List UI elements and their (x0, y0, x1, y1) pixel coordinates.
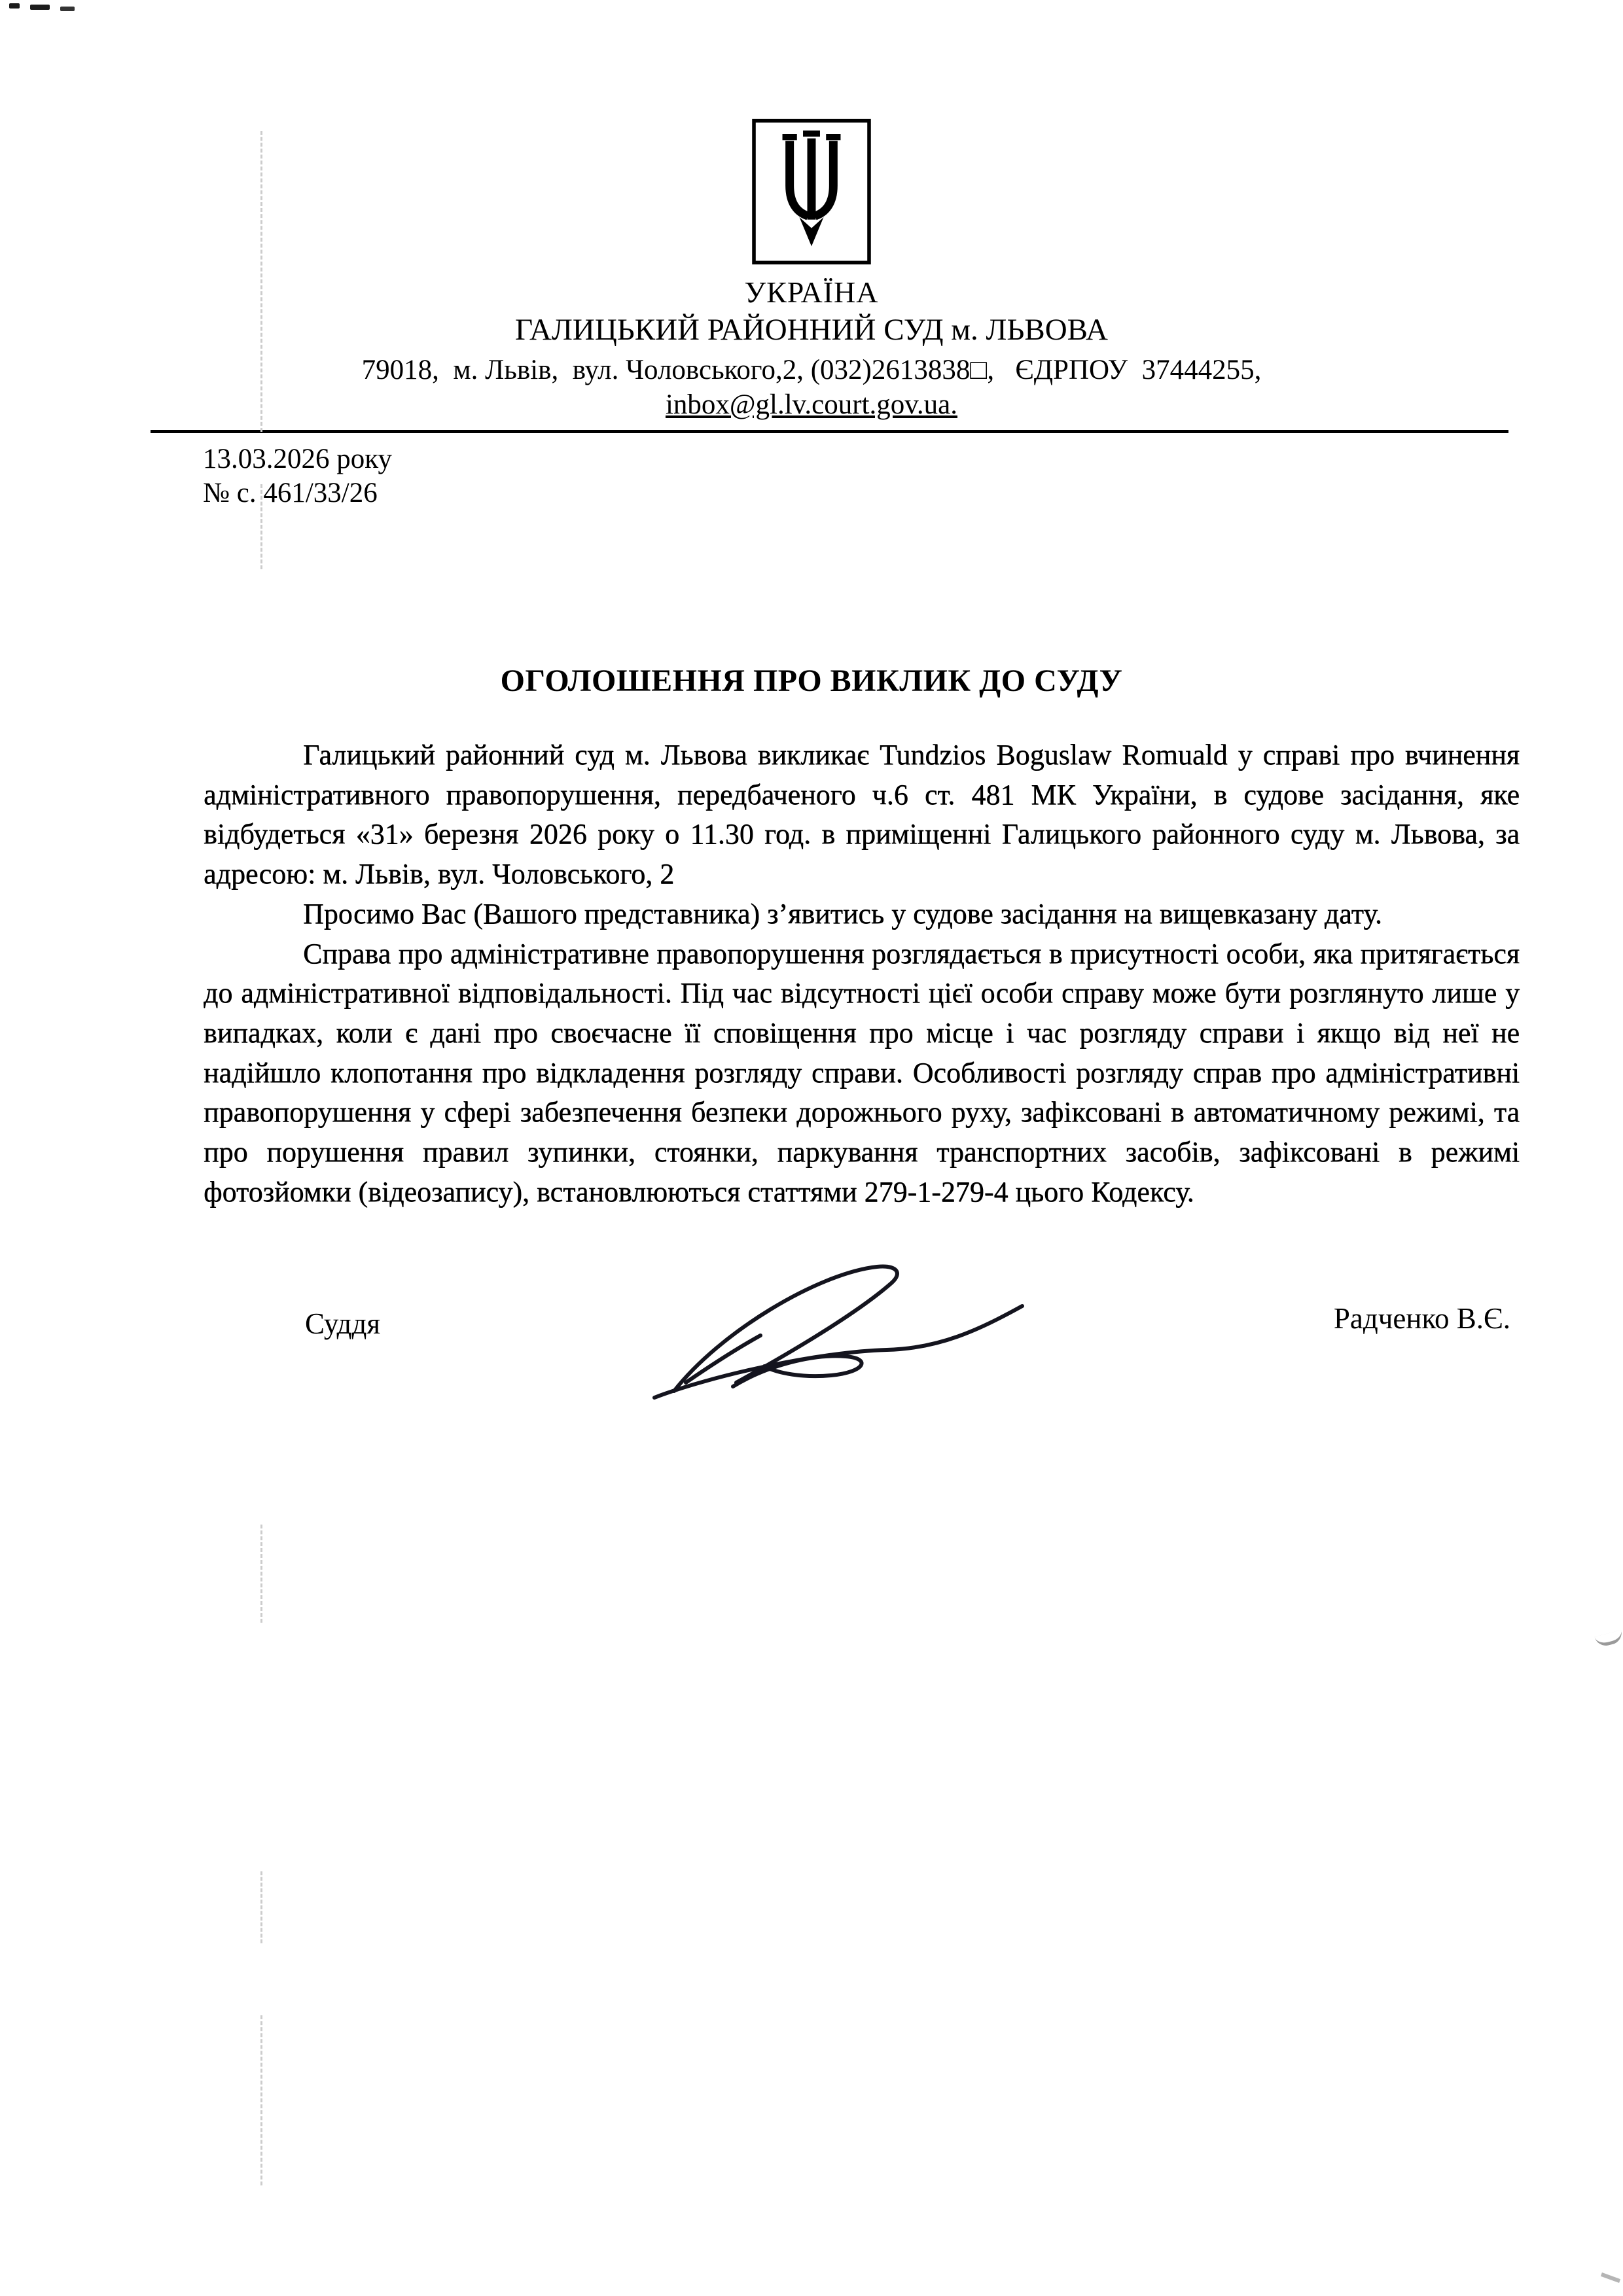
judge-signature (609, 1244, 1054, 1427)
scan-artifact (60, 7, 75, 11)
court-name: ГАЛИЦЬКИЙ РАЙОННИЙ СУД м. ЛЬВОВА (515, 313, 1108, 347)
paragraph-summons: Галицький районний суд м. Львова викликає Tundzios Boguslaw Romuald у справі про вчинення адміністративного правопорушення, передбаченого ч.6 ст. 481 МК України, в судове засідання, яке відбудеться «31» березня 2026 року о 11.30 год. в приміщенні Галицького районного суду м. Львова, за адресою: м. Львів, вул. Чоловського, 2 (204, 738, 1520, 891)
judge-name: Радченко В.Є. (1333, 1301, 1510, 1335)
letterhead (0, 0, 1623, 421)
scan-artifact-dashed-line (260, 2015, 262, 2185)
scan-artifact (1594, 1630, 1623, 1648)
scan-artifact-dashed-line (260, 131, 262, 432)
document-date: 13.03.2026 року (203, 444, 393, 474)
document-meta (203, 442, 1623, 511)
document-title: ОГОЛОШЕННЯ ПРО ВИКЛИК ДО СУДУ (500, 663, 1123, 698)
scan-artifact (1601, 2272, 1620, 2283)
paragraph-request: Просимо Вас (Вашого представника) з’явитись у судове засідання на вищевказану дату. (303, 897, 1382, 930)
scan-artifact-dashed-line (260, 484, 262, 569)
ukraine-trident-coat-of-arms-icon (751, 118, 872, 266)
judge-label: Суддя (305, 1307, 381, 1340)
scan-artifact-dashed-line (260, 1871, 262, 1943)
paragraph-legal-notice: Справа про адміністративне правопорушення розглядається в присутності особи, яка притягається до адміністративної відповідальності. Під час відсутності цієї особи справу може бути розглянуто лише у випадках, коли є дані про своєчасне її сповіщення про місце і час розгляду справи і якщо від неї не надійшло клопотання про відкладення розгляду справи. Особливості розгляду справ про адміністративні правопорушення у сфері забезпечення безпеки дорожнього руху, зафіксовані в автоматичному режимі, та про порушення правил зупинки, стоянки, паркування транспортних засобів, зафіксовані в режимі фотозйомки (відеозапису), встановлюються статтями 279-1-279-4 цього Кодексу. (204, 937, 1520, 1208)
case-number: № с. 461/33/26 (203, 478, 378, 509)
scan-artifact (30, 5, 50, 10)
scan-artifact-dashed-line (260, 1525, 262, 1623)
court-address: 79018, м. Львів, вул. Чоловського,2, (032)2613838□, ЄДРПОУ 37444255, (361, 355, 1262, 385)
country-name: УКРАЇНА (744, 275, 879, 309)
document-body (204, 735, 1520, 1212)
signature-block (0, 1290, 1623, 1473)
court-email: inbox@gl.lv.court.gov.ua. (665, 389, 958, 420)
letterhead-divider-line (151, 430, 1508, 433)
scan-artifact (9, 3, 20, 9)
